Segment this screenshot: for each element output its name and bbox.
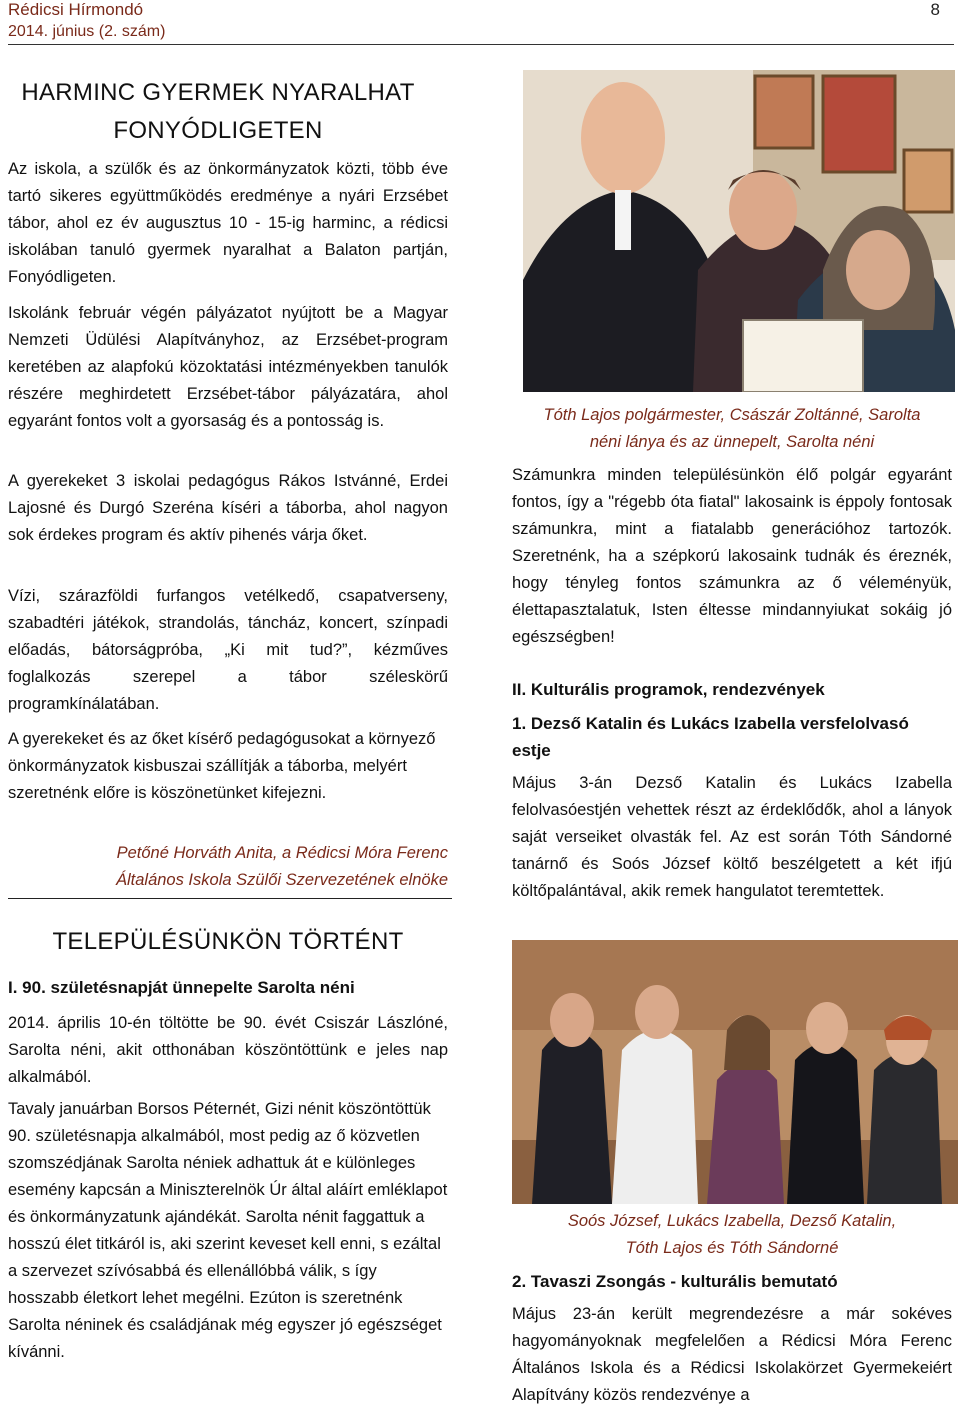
page-number: 8 — [930, 0, 940, 19]
article-title-line1: HARMINC GYERMEK NYARALHAT — [21, 79, 415, 106]
article-paragraph-5: A gyerekeket és az őket kísérő pedagógusokat a környező önkormányzatok kisbuszai szállítják a táborba, melyért szeretnénk előre is köszönetünket kifejezni. — [8, 730, 436, 802]
photo-poetry-evening-caption — [512, 1208, 952, 1262]
newspaper-title: Rédicsi Hírmondó — [8, 0, 144, 19]
article-paragraph-2: Iskolánk február végén pályázatot nyújtott be a Magyar Nemzeti Üdülési Alapítványhoz, az Erzsébet-program keretében az alapfokú közoktatási intézményekben tanulók részére meghirdetett Erzsébet-tábor pályázatára, ahol egyaránt fontos volt a gyorsaság és a pontosság is. — [8, 304, 448, 430]
issue-date: 2014. június (2. szám) — [8, 23, 166, 40]
article-signature — [60, 840, 448, 894]
photo-poetry-evening-caption-line2: Tóth Lajos és Tóth Sándorné — [625, 1239, 839, 1257]
section-divider — [8, 898, 452, 899]
subheading-birthday: I. 90. születésnapját ünnepelte Sarolta néni — [8, 978, 355, 997]
signature-line2: Általános Iskola Szülői Szervezetének elnöke — [115, 871, 448, 889]
article-paragraph-1: Az iskola, a szülők és az önkormányzatok közti, több éve tartó sikeres együttműködés eredménye a nyári Erzsébet tábor, ahol ez év augusztus 10 - 15-ig harminc, a rédicsi iskolában tanuló gyermek nyaralhat a Balaton partján, Fonyódligeten. — [8, 160, 448, 286]
residents-paragraph: Számunkra minden településünkön élő polgár egyaránt fontos, így a "régebb óta fiatal" lakosaink is éppoly fontosak számunkra, mint a fiatalabb generációhoz tartozók. Szeretnénk, ha a szépkorú lakosaink tudnák és éreznék, hogy tényleg fontos számunkra az ő véleményük, élettapasztalatuk, Isten éltesse mindannyiukat sokáig jó egészségben! — [512, 466, 952, 646]
article-title-line2: FONYÓDLIGETEN — [113, 117, 323, 144]
article-title — [8, 74, 428, 150]
page-header — [8, 0, 954, 45]
photo-birthday — [523, 70, 955, 392]
poetry-evening-paragraph: Május 3-án Dezső Katalin és Lukács Izabella felolvasóestjén vehettek részt az érdeklődők, ahol a lányok saját verseiket olvasták fel. Az est során Tóth Sándorné tanárnő és Soós József költő beszélgetett a két ifjú költőpalántával, akik remek hangulatot teremtettek. — [512, 774, 952, 900]
subheading-poetry-evening: 1. Dezső Katalin és Lukács Izabella versfelolvasó estje — [512, 714, 909, 760]
photo-poetry-evening-illustration — [512, 940, 958, 1204]
birthday-paragraph-1: 2014. április 10-én töltötte be 90. évét Csiszár Lászlóné, Sarolta néni, akit otthonában köszöntöttünk e jeles nap alkalmából. — [8, 1014, 448, 1086]
subheading-spring-show: 2. Tavaszi Zsongás - kulturális bemutató — [512, 1272, 838, 1291]
photo-birthday-caption-line1: Tóth Lajos polgármester, Császár Zoltánné, Sarolta — [543, 406, 921, 424]
birthday-paragraph-2: Tavaly januárban Borsos Péternét, Gizi nénit köszöntöttük 90. születésnapja alkalmából, most pedig az ő közvetlen szomszédjának Sarolta néniek adhattuk át e különleges esemény kapcsán a Miniszterelnök Úr által aláírt emléklapot és önkormányzatunk ajándékát. Sarolta nénit faggattuk a hosszú élet titkáról is, aki szerint keveset kell enni, s ezáltal a szervezet szívósabbá és ellenállóbbá válik, s így hosszabb életkort lehet megélni. Ezúton is szeretnénk Sarolta néninek és családjának még egyszer jó egészséget kívánni. — [8, 1100, 448, 1361]
article-paragraph-3: A gyerekeket 3 iskolai pedagógus Rákos Istvánné, Erdei Lajosné és Durgó Szeréna kíséri a táborba, ahol nagyon sok érdekes program és aktív pihenés várja őket. — [8, 472, 448, 544]
photo-birthday-illustration — [523, 70, 955, 392]
photo-poetry-evening — [512, 940, 958, 1204]
section-title: TELEPÜLÉSÜNKÖN TÖRTÉNT — [52, 928, 404, 955]
photo-birthday-caption — [512, 402, 952, 456]
spring-show-paragraph: Május 23-án került megrendezésre a már sokéves hagyományoknak megfelelően a Rédicsi Móra Ferenc Általános Iskola és a Rédicsi Iskolakörzet Gyermekeiért Alapítvány közös rendezvénye a — [512, 1305, 952, 1404]
signature-line1: Petőné Horváth Anita, a Rédicsi Móra Ferenc — [116, 844, 448, 862]
article-paragraph-4: Vízi, szárazföldi furfangos vetélkedő, csapatverseny, szabadtéri játékok, strandolás, táncház, koncert, színpadi előadás, bátorságpróba, „Ki mit tud?”, kézműves foglalkozás szerepel a tábor széleskörű programkínálatában. — [8, 587, 448, 713]
photo-birthday-caption-line2: néni lánya és az ünnepelt, Sarolta néni — [589, 433, 875, 451]
subheading-culture: II. Kulturális programok, rendezvények — [512, 680, 825, 699]
photo-poetry-evening-caption-line1: Soós József, Lukács Izabella, Dezső Katalin, — [567, 1212, 897, 1230]
